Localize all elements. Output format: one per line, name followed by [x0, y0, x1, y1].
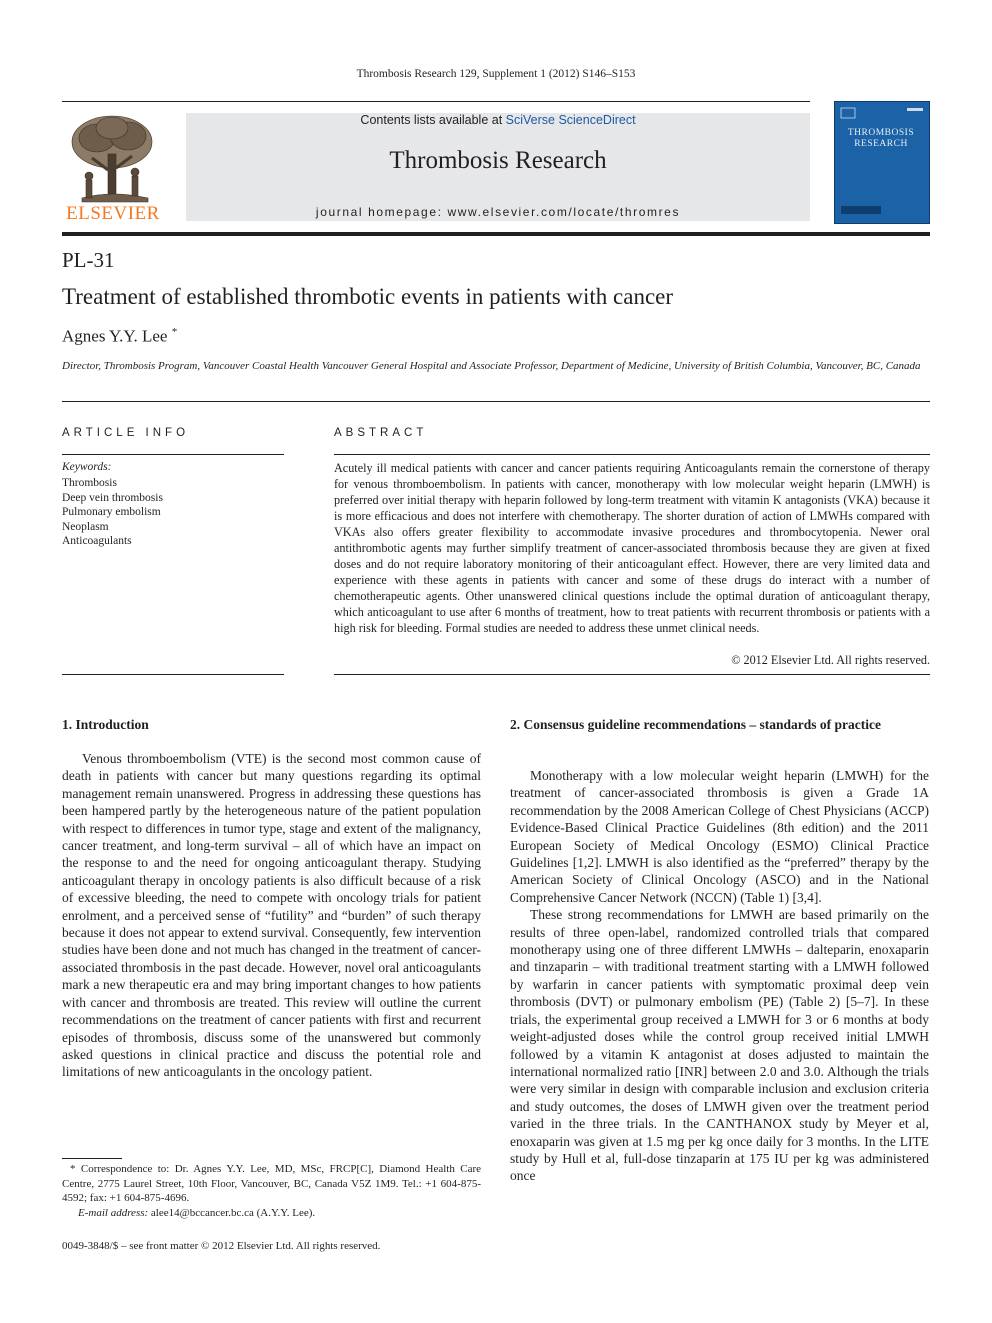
cover-title-line2: RESEARCH — [854, 139, 908, 149]
article-title: Treatment of established thrombotic events in patients with cancer — [62, 284, 674, 309]
email-line — [62, 1206, 481, 1221]
cover-title-line1: THROMBOSIS — [847, 128, 915, 138]
abstract-text: Acutely ill medical patients with cancer and cancer patients requiring Anticoagulants remain the cornerstone of therapy for venous thromboembolism. In patients with cancer, monotherapy with low molecular weight heparin (LMWH) is preferred over initial therapy with heparin followed by long-term treatment with vitamin K antagonists (VKA) because it is more efficacious and does not interfere with chemotherapy. The shorter duration of action of LMWHs compared with VKAs also offers greater flexibility to accommodate invasive procedures and thrombocytopenia. Newer oral antithrombotic agents may further simplify treatment of cancer-associated thrombosis because they are given at fixed doses and do not require laboratory monitoring of their anticoagulant effect. However, there are very limited data and experience with these agents in patients with cancer and some of these drugs do interact with a number of chemotherapeutic agents. Other unanswered clinical questions include the optimal duration of anticoagulant therapy, which anticoagulant to use after 6 months of treatment, how to treat patients with recurrent thrombosis or patients with a high risk for bleeding. Formal studies are needed to address these unmet clinical needs. — [334, 461, 930, 635]
introduction-paragraph: Venous thromboembolism (VTE) is the second most common cause of death in patients with cancer but many questions regarding its optimal management remain unanswered. Progress in addressing these questions has been hampered partly by the heterogeneous nature of the patient population with respect to differences in tumor type, stage and extent of the malignancy, cancer treatment, and long-term survival – all of which have an impact on the response to and the need for ongoing anticoagulant therapy. Studying anticoagulant therapy in oncology patients is also difficult because of a risk of excessive bleeding, the need to compete with oncology trials for patient enrolment, and a perceived sense of “futility” and “burden” of such therapy because it does not appear to extend survival. Consequently, few intervention studies have been done and not much has changed in the treatment of cancer-associated thrombosis in the past decade. However, novel oral anticoagulants mark a new therapeutic era and may bring important changes to how patients with cancer and thrombosis are treated. This review will outline the current recommendations on the treatment of cancer patients with first and recurrent episodes of thrombosis, discuss some of the unanswered but commonly asked questions in clinical practice and discuss the potential role and limitations of new anticoagulants in the oncology patient. — [62, 751, 481, 1080]
abstract-rule-top — [334, 454, 930, 455]
author-affiliation: Director, Thrombosis Program, Vancouver Coastal Health Vancouver General Hospital and Associate Professor, Department of Medicine, University of British Columbia, Vancouver, BC, Canada — [62, 360, 921, 372]
keyword-item: Thrombosis — [62, 477, 117, 489]
correspondence-line — [62, 1162, 481, 1206]
keyword-item: Neoplasm — [62, 520, 109, 533]
correspondence-footnote — [62, 1162, 481, 1220]
introduction-heading: 1. Introduction — [62, 717, 149, 732]
journal-cover-image — [834, 101, 930, 224]
consensus-paragraph-2: These strong recommendations for LMWH are based primarily on the results of three open-label, randomized controlled trials that compared monotherapy using one of three different LMWHs – dalteparin, enoxaparin and tinzaparin – with traditional treatment starting with a LMWH followed by warfarin in cancer patients with symptomatic proximal deep vein thrombosis (DVT) or pulmonary embolism (PE) (Table 2) [5–7]. In these trials, the experimental group received a LMWH for 3 or 6 months at body weight-adjusted doses while the control group received initial LMWH followed by a vitamin K antagonist at doses adjusted to maintain the international normalized ratio [INR] between 2.0 and 3.0. Although the trials were very similar in design with comparable inclusion and exclusion criteria and study outcomes, the doses of LMWH given over the treatment period varied in the three trials. In the CANTHANOX study by Meyer et al, enoxaparin was given at 1.5 mg per kg once daily for 3 months. In the LITE study by Hull et al, full-dose tinzaparin at 175 IU per kg was administered once — [510, 907, 929, 1184]
abstract-rule-bottom — [334, 674, 930, 675]
keywords-list — [62, 476, 163, 549]
keywords-label: Keywords: — [62, 461, 112, 473]
consensus-body — [510, 767, 929, 1185]
issn-front-matter: 0049-3848/$ – see front matter © 2012 Elsevier Ltd. All rights reserved. — [62, 1240, 381, 1252]
keyword-item: Pulmonary embolism — [62, 506, 161, 518]
front-matter-rule — [62, 401, 930, 402]
introduction-body — [62, 750, 481, 1081]
header-bottom-rule — [62, 232, 930, 236]
article-info-heading: ARTICLE INFO — [62, 427, 190, 439]
author-name: Agnes Y.Y. Lee — [62, 326, 168, 346]
article-code: PL-31 — [62, 248, 115, 272]
abstract-heading: ABSTRACT — [334, 427, 428, 439]
cover-title — [834, 128, 928, 150]
consensus-heading: 2. Consensus guideline recommendations – standards of practice — [510, 717, 882, 732]
email-label: E-mail address: — [78, 1206, 149, 1219]
abstract-copyright: © 2012 Elsevier Ltd. All rights reserved. — [731, 653, 930, 667]
contents-prefix: Contents lists available at — [360, 113, 506, 127]
journal-name: Thrombosis Research — [389, 147, 607, 174]
header-top-rule — [62, 101, 810, 102]
keyword-item: Anticoagulants — [62, 535, 132, 547]
footnote-mark: * — [70, 1163, 76, 1175]
elsevier-logo-text: ELSEVIER — [66, 203, 160, 224]
article-info-rule-top — [62, 454, 284, 455]
author-footnote-mark[interactable]: * — [171, 326, 178, 338]
email-address[interactable]: alee14@bccancer.bc.ca (A.Y.Y. Lee). — [150, 1206, 316, 1219]
footnote-rule — [62, 1158, 122, 1159]
article-info-rule-bottom — [62, 674, 284, 675]
cover-graphic-icon — [835, 102, 929, 223]
sciencedirect-link[interactable]: SciVerse ScienceDirect — [505, 113, 636, 127]
journal-citation: Thrombosis Research 129, Supplement 1 (2012) S146–S153 — [356, 68, 636, 80]
consensus-paragraph-1: Monotherapy with a low molecular weight heparin (LMWH) for the treatment of cancer-associated thrombosis is given a Grade 1A recommendation by the 2008 American College of Chest Physicians (ACCP) Evidence-Based Clinical Practice Guidelines (8th edition) and the 2011 European Society of Medical Oncology (ESMO) Clinical Practice Guidelines [1,2]. LMWH is also identified as the “preferred” therapy by the American Society of Clinical Oncology (ASCO) and in the National Comprehensive Cancer Network (NCCN) (Table 1) [3,4]. — [510, 768, 929, 905]
journal-homepage[interactable]: journal homepage: www.elsevier.com/locate/thromres — [315, 205, 681, 219]
contents-line — [186, 113, 810, 127]
author-line — [62, 326, 177, 347]
correspondence-text: Correspondence to: Dr. Agnes Y.Y. Lee, MD, MSc, FRCP[C], Diamond Health Care Centre, 2775 Laurel Street, 10th Floor, Vancouver, BC, Canada V5Z 1M9. Tel.: +1 604-875-4592; fax: +1 604-875-4696. — [62, 1163, 481, 1204]
keyword-item: Deep vein thrombosis — [62, 491, 163, 504]
